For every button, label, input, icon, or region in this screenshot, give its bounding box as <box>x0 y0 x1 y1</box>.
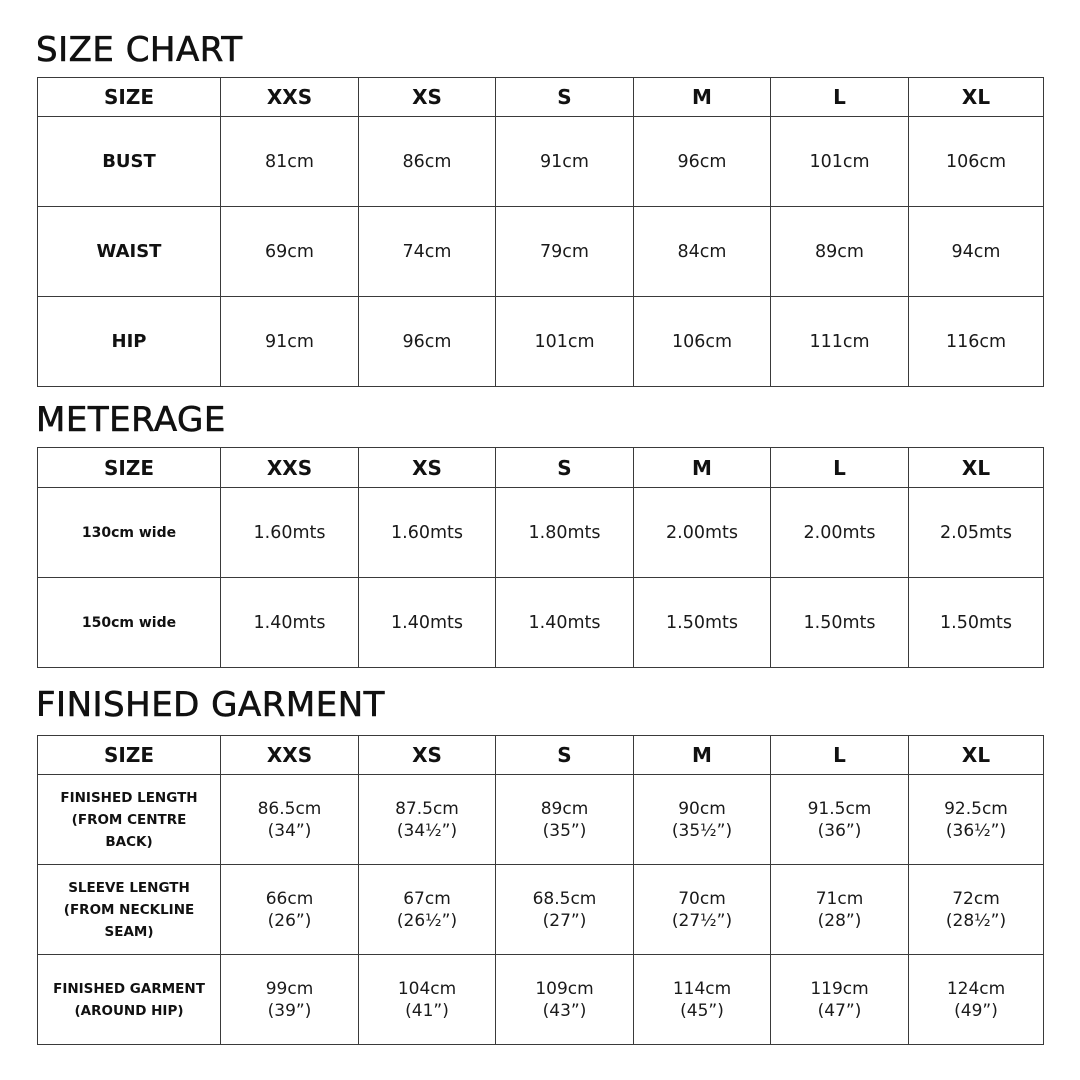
cell-value <box>634 865 771 955</box>
row-label <box>38 775 221 865</box>
cell-cm: 68.5cm <box>532 888 597 909</box>
cell-value: 84cm <box>634 207 771 297</box>
table-row-150cm <box>38 578 1044 668</box>
cell-value: 91cm <box>221 297 359 387</box>
cell-cm: 72cm <box>952 888 1000 909</box>
cell-inches: (47”) <box>817 1000 862 1021</box>
cell-value <box>221 865 359 955</box>
cell-value <box>221 775 359 865</box>
cell-cm: 92.5cm <box>944 798 1008 819</box>
cell-value <box>359 955 496 1045</box>
cell-cm: 109cm <box>535 978 594 999</box>
header-s: S <box>496 736 634 775</box>
cell-value: 96cm <box>359 297 496 387</box>
header-xl: XL <box>909 78 1044 117</box>
cell-value: 101cm <box>771 117 909 207</box>
cell-cm: 99cm <box>265 978 314 999</box>
cell-value: 106cm <box>909 117 1044 207</box>
cell-value: 91cm <box>496 117 634 207</box>
size-chart-table <box>37 77 1044 387</box>
cell-inches: (27½”) <box>671 910 733 931</box>
header-xs: XS <box>359 78 496 117</box>
cell-value: 116cm <box>909 297 1044 387</box>
header-l: L <box>771 448 909 488</box>
cell-value: 106cm <box>634 297 771 387</box>
cell-value: 1.50mts <box>909 578 1044 668</box>
row-label-line: SEAM) <box>104 923 154 940</box>
cell-inches: (27”) <box>542 910 587 931</box>
row-label-line: SLEEVE LENGTH <box>68 879 190 896</box>
cell-value: 1.40mts <box>359 578 496 668</box>
cell-cm: 114cm <box>672 978 732 999</box>
header-m: M <box>634 448 771 488</box>
row-label-line: FINISHED GARMENT <box>53 980 205 997</box>
cell-value <box>771 955 909 1045</box>
cell-value: 89cm <box>771 207 909 297</box>
cell-inches: (34”) <box>267 820 312 841</box>
header-m: M <box>634 736 771 775</box>
cell-value <box>634 955 771 1045</box>
cell-value <box>496 775 634 865</box>
table-row-finished-length <box>38 775 1044 865</box>
cell-value: 2.05mts <box>909 488 1044 578</box>
cell-value <box>771 775 909 865</box>
row-label <box>38 865 221 955</box>
header-s: S <box>496 78 634 117</box>
finished-garment-table <box>37 735 1044 1045</box>
cell-cm: 71cm <box>815 888 864 909</box>
cell-value <box>771 865 909 955</box>
cell-value: 2.00mts <box>634 488 771 578</box>
header-size: SIZE <box>38 448 221 488</box>
cell-inches: (26”) <box>267 910 312 931</box>
cell-inches: (28”) <box>817 910 862 931</box>
cell-inches: (36½”) <box>945 820 1007 841</box>
cell-value <box>221 955 359 1045</box>
header-m: M <box>634 78 771 117</box>
table-row-waist <box>38 207 1044 297</box>
cell-cm: 104cm <box>397 978 457 999</box>
cell-value: 2.00mts <box>771 488 909 578</box>
header-xxs: XXS <box>221 78 359 117</box>
cell-value <box>634 775 771 865</box>
cell-inches: (41”) <box>405 1000 449 1021</box>
cell-inches: (34½”) <box>396 820 458 841</box>
header-s: S <box>496 448 634 488</box>
cell-value <box>359 775 496 865</box>
cell-cm: 89cm <box>540 798 589 819</box>
cell-cm: 90cm <box>678 798 726 819</box>
finished-garment-header-row <box>38 736 1044 775</box>
cell-value: 1.60mts <box>359 488 496 578</box>
cell-inches: (35½”) <box>671 820 733 841</box>
cell-cm: 119cm <box>810 978 869 999</box>
table-row-bust <box>38 117 1044 207</box>
table-row-sleeve-length <box>38 865 1044 955</box>
table-row-hip <box>38 297 1044 387</box>
cell-cm: 87.5cm <box>395 798 459 819</box>
cell-cm: 67cm <box>403 888 451 909</box>
cell-value: 101cm <box>496 297 634 387</box>
cell-inches: (39”) <box>267 1000 312 1021</box>
cell-inches: (49”) <box>954 1000 998 1021</box>
cell-value <box>496 955 634 1045</box>
cell-value: 1.80mts <box>496 488 634 578</box>
cell-value: 69cm <box>221 207 359 297</box>
header-xl: XL <box>909 448 1044 488</box>
finished-garment-title: FINISHED GARMENT <box>36 685 385 725</box>
cell-value <box>909 775 1044 865</box>
cell-value: 111cm <box>771 297 909 387</box>
table-row-finished-garment-hip <box>38 955 1044 1045</box>
row-label: 150cm wide <box>38 578 221 668</box>
table-row-130cm <box>38 488 1044 578</box>
header-l: L <box>771 736 909 775</box>
cell-inches: (36”) <box>817 820 862 841</box>
header-xxs: XXS <box>221 448 359 488</box>
header-size: SIZE <box>38 736 221 775</box>
cell-cm: 124cm <box>946 978 1006 999</box>
cell-value: 1.40mts <box>496 578 634 668</box>
cell-value <box>909 955 1044 1045</box>
header-xl: XL <box>909 736 1044 775</box>
size-chart-header-row <box>38 78 1044 117</box>
cell-inches: (28½”) <box>945 910 1007 931</box>
cell-inches: (45”) <box>680 1000 724 1021</box>
header-l: L <box>771 78 909 117</box>
size-chart-title: SIZE CHART <box>36 30 243 70</box>
cell-value <box>909 865 1044 955</box>
row-label: WAIST <box>38 207 221 297</box>
cell-value <box>496 865 634 955</box>
row-label-line: (AROUND HIP) <box>74 1002 184 1019</box>
header-size: SIZE <box>38 78 221 117</box>
cell-cm: 66cm <box>265 888 314 909</box>
row-label-line: BACK) <box>105 833 153 850</box>
cell-inches: (43”) <box>542 1000 587 1021</box>
cell-inches: (26½”) <box>396 910 458 931</box>
cell-value: 1.40mts <box>221 578 359 668</box>
cell-value: 79cm <box>496 207 634 297</box>
row-label-line: (FROM NECKLINE <box>63 901 195 918</box>
meterage-header-row <box>38 448 1044 488</box>
row-label <box>38 955 221 1045</box>
header-xxs: XXS <box>221 736 359 775</box>
row-label: HIP <box>38 297 221 387</box>
row-label: BUST <box>38 117 221 207</box>
cell-value: 1.60mts <box>221 488 359 578</box>
cell-value: 86cm <box>359 117 496 207</box>
cell-value <box>359 865 496 955</box>
row-label-line: (FROM CENTRE <box>71 811 187 828</box>
cell-cm: 86.5cm <box>257 798 322 819</box>
cell-inches: (35”) <box>542 820 587 841</box>
cell-value: 74cm <box>359 207 496 297</box>
meterage-title: METERAGE <box>36 400 226 440</box>
cell-value: 81cm <box>221 117 359 207</box>
cell-value: 1.50mts <box>771 578 909 668</box>
cell-cm: 91.5cm <box>807 798 872 819</box>
header-xs: XS <box>359 736 496 775</box>
cell-value: 96cm <box>634 117 771 207</box>
cell-value: 1.50mts <box>634 578 771 668</box>
cell-cm: 70cm <box>678 888 726 909</box>
header-xs: XS <box>359 448 496 488</box>
row-label: 130cm wide <box>38 488 221 578</box>
row-label-line: FINISHED LENGTH <box>60 789 198 806</box>
meterage-table <box>37 447 1044 668</box>
cell-value: 94cm <box>909 207 1044 297</box>
